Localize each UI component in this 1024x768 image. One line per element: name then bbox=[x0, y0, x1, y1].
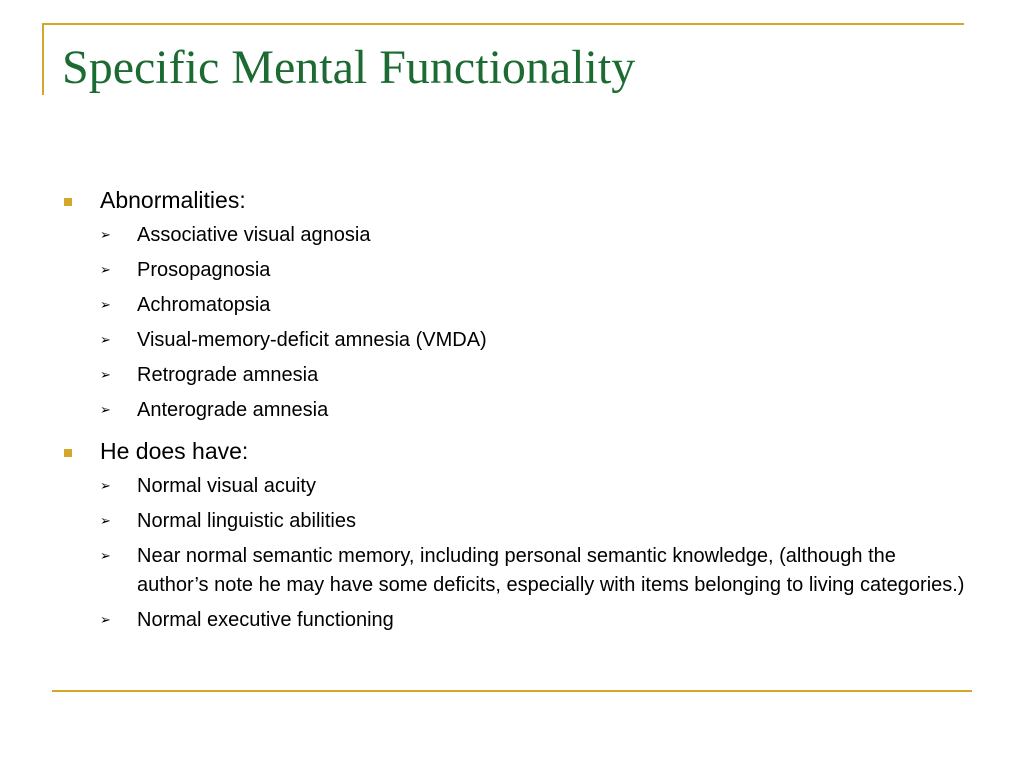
sub-bullet bbox=[100, 605, 967, 635]
sub-bullet-text: Normal linguistic abilities bbox=[137, 510, 356, 532]
sub-bullet bbox=[100, 220, 967, 250]
chevron-right-icon: ➢ bbox=[100, 403, 111, 418]
sub-bullet bbox=[100, 360, 967, 390]
slide-title: Specific Mental Functionality bbox=[62, 41, 636, 94]
slide-content bbox=[60, 184, 970, 635]
square-bullet-icon bbox=[64, 198, 72, 206]
chevron-right-icon: ➢ bbox=[100, 479, 111, 494]
sub-bullet bbox=[100, 325, 967, 355]
square-bullet-icon bbox=[64, 449, 72, 457]
chevron-right-icon: ➢ bbox=[100, 514, 111, 529]
sub-bullet bbox=[100, 541, 967, 600]
sub-bullet-text: Retrograde amnesia bbox=[137, 364, 319, 386]
chevron-right-icon: ➢ bbox=[100, 368, 111, 383]
frame-top-line bbox=[42, 23, 964, 25]
sub-bullet-text: Achromatopsia bbox=[137, 294, 271, 316]
bullet-abnormalities bbox=[60, 184, 970, 216]
sub-bullet bbox=[100, 395, 967, 425]
sub-bullet bbox=[100, 290, 967, 320]
chevron-right-icon: ➢ bbox=[100, 613, 111, 628]
chevron-right-icon: ➢ bbox=[100, 549, 111, 564]
sub-bullet-text: Normal executive functioning bbox=[137, 609, 394, 631]
frame-left-line bbox=[42, 23, 44, 95]
sub-bullet-text: Prosopagnosia bbox=[137, 259, 271, 281]
bullet-heading: He does have: bbox=[100, 438, 249, 464]
sub-bullet-text: Normal visual acuity bbox=[137, 475, 316, 497]
sub-bullet bbox=[100, 255, 967, 285]
sub-bullet-text: Near normal semantic memory, including personal semantic knowledge, (although the author’s note he may have some deficits, especially with items belonging to living categories.) bbox=[137, 545, 965, 596]
sub-bullet bbox=[100, 471, 967, 501]
chevron-right-icon: ➢ bbox=[100, 298, 111, 313]
chevron-right-icon: ➢ bbox=[100, 333, 111, 348]
frame-bottom-line bbox=[52, 690, 972, 692]
chevron-right-icon: ➢ bbox=[100, 228, 111, 243]
bullet-heading: Abnormalities: bbox=[100, 187, 246, 213]
sub-bullet bbox=[100, 506, 967, 536]
sub-bullet-text: Associative visual agnosia bbox=[137, 224, 371, 246]
chevron-right-icon: ➢ bbox=[100, 263, 111, 278]
sub-bullet-text: Visual-memory-deficit amnesia (VMDA) bbox=[137, 329, 487, 351]
bullet-he-does-have bbox=[60, 435, 970, 467]
sub-bullet-text: Anterograde amnesia bbox=[137, 399, 329, 421]
